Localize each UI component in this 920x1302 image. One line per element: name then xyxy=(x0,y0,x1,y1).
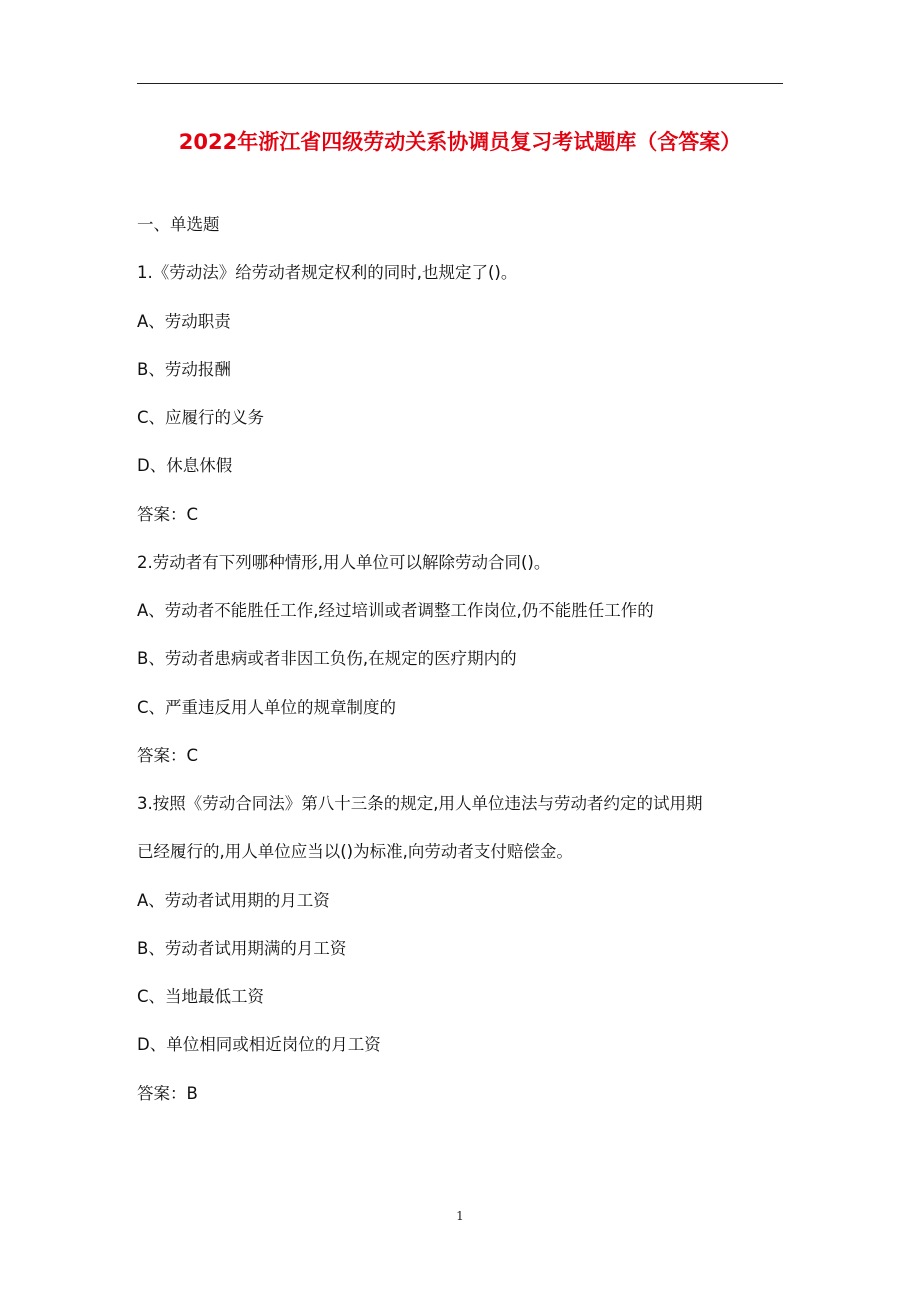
question-3-option-d: D、单位相同或相近岗位的月工资 xyxy=(137,1035,381,1054)
question-1-stem: 1.《劳动法》给劳动者规定权利的同时,也规定了()。 xyxy=(137,263,518,282)
question-1-answer: 答案：C xyxy=(137,505,199,524)
header-rule xyxy=(137,83,783,84)
question-2-stem: 2.劳动者有下列哪种情形,用人单位可以解除劳动合同()。 xyxy=(137,553,551,572)
question-1-option-b: B、劳动报酬 xyxy=(137,360,231,379)
question-3-option-c: C、当地最低工资 xyxy=(137,987,265,1006)
section-heading: 一、单选题 xyxy=(137,215,220,234)
question-3-answer: 答案：B xyxy=(137,1084,198,1103)
question-3-stem-line-2: 已经履行的,用人单位应当以()为标准,向劳动者支付赔偿金。 xyxy=(137,842,573,861)
question-3-stem-line-1: 3.按照《劳动合同法》第八十三条的规定,用人单位违法与劳动者约定的试用期 xyxy=(137,794,703,813)
document-title: 2022年浙江省四级劳动关系协调员复习考试题库（含答案） xyxy=(178,130,742,154)
question-3-option-a: A、劳动者试用期的月工资 xyxy=(137,891,330,910)
question-2-option-c: C、严重违反用人单位的规章制度的 xyxy=(137,698,397,717)
question-1-option-c: C、应履行的义务 xyxy=(137,408,265,427)
question-2-answer: 答案：C xyxy=(137,746,199,765)
question-3-option-b: B、劳动者试用期满的月工资 xyxy=(137,939,347,958)
question-2-option-b: B、劳动者患病或者非因工负伤,在规定的医疗期内的 xyxy=(137,649,517,668)
question-2-option-a: A、劳动者不能胜任工作,经过培训或者调整工作岗位,仍不能胜任工作的 xyxy=(137,601,654,620)
page-number: 1 xyxy=(456,1209,464,1223)
question-1-option-d: D、休息休假 xyxy=(137,456,233,475)
question-1-option-a: A、劳动职责 xyxy=(137,312,231,331)
